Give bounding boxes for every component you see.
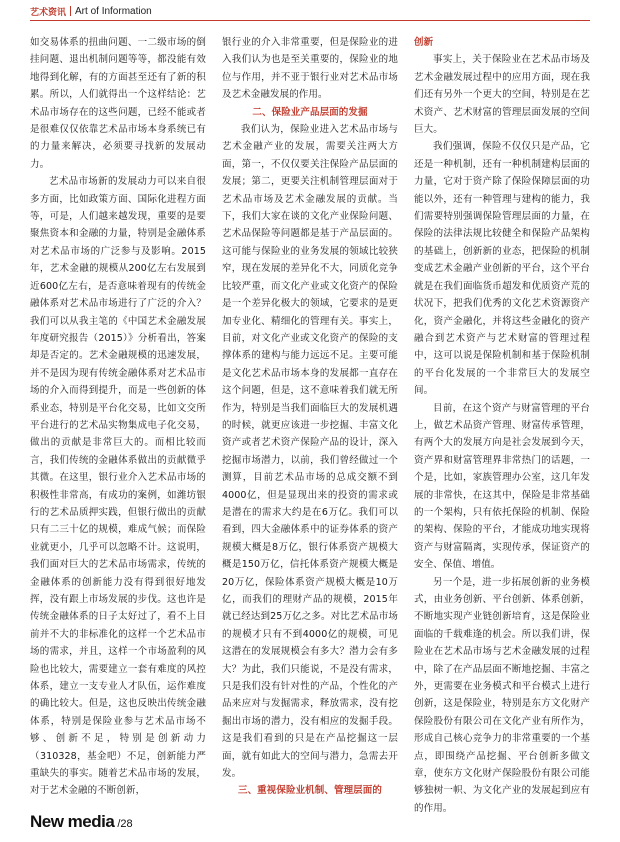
page-header <box>0 0 620 26</box>
column-1 <box>30 34 206 806</box>
section-title-en: Art of Information <box>75 5 152 17</box>
column-3 <box>414 34 590 814</box>
body-paragraph: 艺术品市场新的发展动力可以来自很多方面，比如政策方面、国际化进程方面等，可是，人们越来越发现，重要的是要聚焦资本和金融的力量，特别是金融体系对艺术品市场的广泛参与及影响。2015年，艺术金融的规模从200亿左右发展到近600亿左右，是否意味着现有的传统金融体系对艺术品市场进行了广泛的介入？我们可以从我主笔的《中国艺术金融发展年度研究报告（2015）》分析看出，答案却是否定的。艺术金融规模的迅速发展，并不是因为现有传统金融体系对艺术品市场的介入而得到提升，而是一些创新的体系业态，特别是平台化交易，比如文交所平台进行的艺术品实物集成电子化交易，做出的贡献是非常巨大的。而相比较而言，我们传统的金融体系做出的贡献微乎其微。在这里，银行业介入艺术品市场的积极性非常高，有成功的案例，如潍坊银行的艺术品质押实践，但银行做出的贡献只有二三十亿的规模，难成气候；而保险业就更小，几乎可以忽略不计。这说明，我们面对巨大的艺术品市场需求，传统的金融体系的创新能力没有得到很好地发挥，没有跟上市场发展的步伐。这也许是传统金融体系的日子太好过了，看不上目前并不大的非标准化的这样一个艺术品市场的需求，并且，这样一个市场盈利的风险也比较大，需要建立一套有难度的风控体系，建立一支专业人才队伍，运作难度的确比较大。但是，这也反映出传统金融体系，特别是保险业参与艺术品市场不够、创新不足，特别是创新动力（310328，基金吧）不足，创新能力严重缺失的事实。随着艺术品市场的发展，对于艺术金融的不断创新， <box>30 176 206 797</box>
header-divider <box>70 6 71 16</box>
body-paragraph: 目前，在这个资产与财富管理的平台上，做艺术品资产管理、财富传承管理，有两个大的发展方向是社会发展到今天，资产界和财富管理界非常热门的话题，一个是，比如，家族管理办公室，这几年发展的非常快，在这其中，保险是非常基础的一个架构，只有依托保险的机制、保险的架构、保险的平台，才能成功地实现将资产与财富隔离，实现传承，保证资产的安全、保值、增值。 <box>414 402 590 571</box>
magazine-logo: New media <box>30 812 115 831</box>
section-heading: 三、重视保险业机制、管理层面的 <box>237 785 382 797</box>
section-heading: 二、保险业产品层面的发掘 <box>252 106 368 118</box>
section-heading: 创新 <box>414 37 434 48</box>
header-rule <box>30 20 590 21</box>
article-body <box>30 34 590 814</box>
body-paragraph: 另一个是，进一步拓展创新的业务模式，由业务创新、平台创新、体系创新，不断地实现产业链创新培育，这是保险业面临的千载难逢的机会。所以我们讲，保险业在艺术品市场与艺术金融发展的过程中，除了在产品层面不断地挖掘、丰富之外，更需要在业务模式和平台模式上进行创新，这是保险业，特别是东方文化财产保险股份有限公司在文化产业有所作为，形成自己核心竞争力的非常重要的一个基点，即围绕产品挖掘、平台创新多做文章，使东方文化财产保险股份有限公司能够独树一帜、为文化产业的发展起到应有的作用。 <box>414 576 590 814</box>
body-paragraph: 我们认为，保险业进入艺术品市场与艺术金融产业的发展，需要关注两大方面，第一，不仅仅要关注保险产品层面的发展；第二，更要关注机制管理层面对于艺术品市场及艺术金融发展的贡献。当下，我们大家在谈的文化产业保险问题、艺术品保险等问题都是基于产品层面的。这可能与保险业的业务发展的领域比较狭窄，现在发展的差异化不大，同质化竞争比较严重，而文化产业或文化资产的保险是一个差异化极大的领域，它要求的是更加专业化、精细化的管理有关。事实上，目前，对文化产业或文化资产的保险的支撑体系的建构与能力远远不足。主要可能是文化艺术品市场本身的发展都一直存在这个问题，但是，这不意味着我们就无所作为，特别是当我们面临巨大的发展机遇的时候，就更应该进一步挖掘、丰富文化资产或者艺术资产保险产品的设计，深入挖掘市场潜力，以前，我们曾经做过一个测算，目前艺术品市场的总成交额不到4000亿，但是显现出来的投资的需求或是潜在的需求大约是在6万亿。我们可以看到，四大金融体系中的证券体系的资产规模大概是8万亿，银行体系资产规模大概是150万亿，信托体系资产规模大概是20万亿，保险体系资产规模大概是10万亿，而我们的理财产品的规模，2015年就已经达到25万亿之多。对比艺术品市场的规模才只有不到4000亿的规模，可见这潜在的发展规模会有多大？潜力会有多大？为此，我们只能说，不是没有需求，只是我们没有针对性的产品，个性化的产品来应对与发掘需求，释放需求，没有挖掘出市场的潜力，没有相应的发掘手段。这是我们看到的只是在产品挖掘这一层面，就有如此大的空间与潜力，急需去开发。 <box>222 124 398 780</box>
section-brand <box>30 4 152 18</box>
body-paragraph: 如交易体系的扭曲问题、一二级市场的倒挂问题、退出机制问题等等，都没能有效地得到化解，有的方面甚至还有了新的积累。所以，人们就得出一个这样结论：艺术品市场存在的这些问题，已经不能或者是很难仅仅依靠艺术品市场本身系统已有的力量来解决，必须要寻找新的发展动力。 <box>30 37 206 170</box>
page-number: /28 <box>117 818 133 830</box>
page-footer <box>30 812 133 830</box>
body-paragraph: 银行业的介入非常重要，但是保险业的进入我们认为也是至关重要的，保险业的地位与作用，并不亚于银行业对艺术品市场及艺术金融发展的作用。 <box>222 37 398 101</box>
body-paragraph: 我们强调，保险不仅仅只是产品，它还是一种机制，还有一种机制建构层面的力量，它对于资产除了保险保障层面的功能以外，还有一种管理与建构的能力，我们需要特别强调保险管理层面的力量，在保险的法律法规比较健全和保险产品架构的基础上，创新新的业态，把保险的机制变成艺术金融产业创新的平台，这个平台就是在我们面临货币超发和优质资产荒的状况下，把我们优秀的文化艺术资源资产化，资产金融化，并将这些金融化的资产融合到艺术资产与艺术财富的管理过程中，这可以说是保险机制和基于保险机制的平台化发展的一个非常巨大的发展空间。 <box>414 141 590 397</box>
body-paragraph: 事实上，关于保险业在艺术品市场及艺术金融发展过程中的应用方面，现在我们还有另外一个更大的空间，特别是在艺术资产、艺术财富的管理层面发展的空间巨大。 <box>414 54 590 136</box>
column-2 <box>222 34 398 806</box>
section-title-cn: 艺术资讯 <box>30 7 67 18</box>
